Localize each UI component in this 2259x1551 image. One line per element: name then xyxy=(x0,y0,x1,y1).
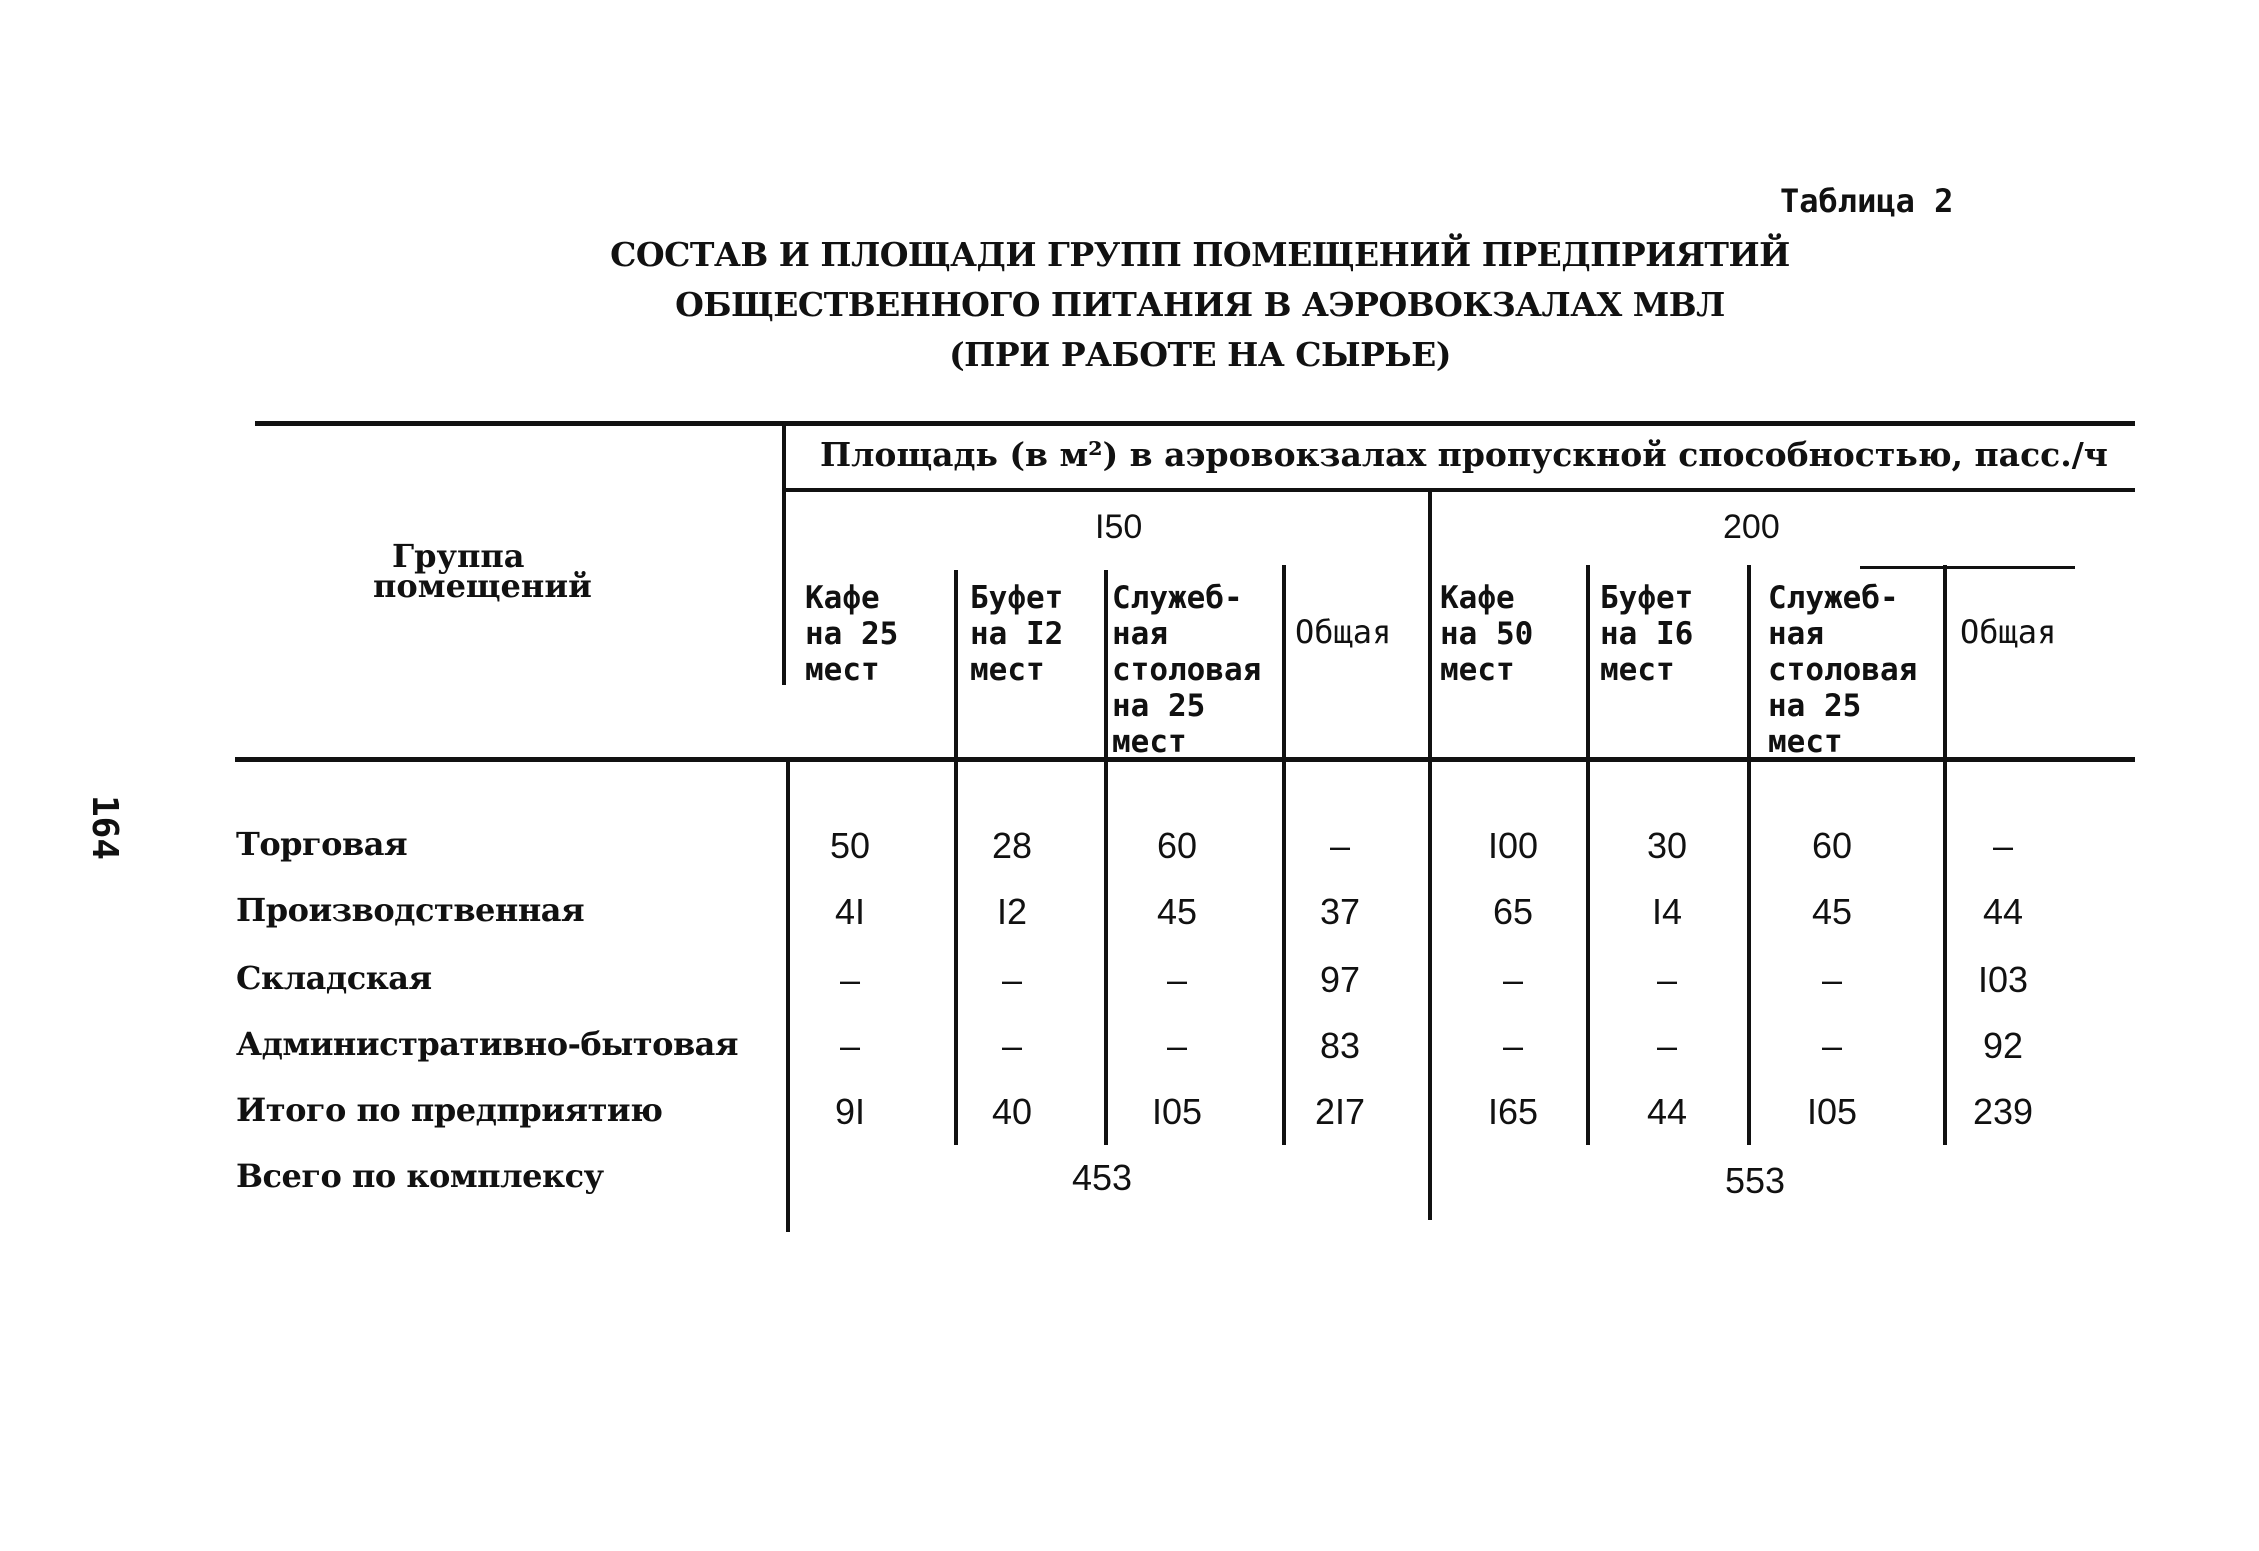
table-cell: 2I7 xyxy=(1314,1091,1366,1132)
table-cell: I03 xyxy=(1977,959,2029,1000)
col-header-cafe-50: Кафе на 50 мест xyxy=(1440,580,1534,688)
complex-total-150: 453 xyxy=(1072,1157,1133,1198)
title-line-3: (ПРИ РАБОТЕ НА СЫРЬЕ) xyxy=(949,335,1451,374)
table-cell: 60 xyxy=(1156,825,1198,866)
table-cell: 97 xyxy=(1319,959,1361,1000)
table-cell: 9I xyxy=(834,1091,866,1132)
table-title xyxy=(600,230,1800,380)
table-cell: – xyxy=(1821,959,1843,1000)
table-cell: I00 xyxy=(1487,825,1539,866)
capacity-200-subrule xyxy=(1860,566,2075,569)
table-cell: – xyxy=(1001,959,1023,1000)
table-cell: 60 xyxy=(1811,825,1853,866)
table-cell: – xyxy=(1502,1025,1524,1066)
table-cell: 30 xyxy=(1646,825,1688,866)
table-cell: I05 xyxy=(1151,1091,1203,1132)
complex-total-200: 553 xyxy=(1725,1160,1786,1201)
col-divider-2 xyxy=(1104,570,1108,1145)
col-divider-5 xyxy=(1586,565,1590,1145)
row-label: Складская xyxy=(236,959,432,997)
row-label: Итого по предприятию xyxy=(236,1091,663,1129)
table-top-rule xyxy=(255,421,2135,426)
col-header-staff-canteen-25-a: Служеб- ная столовая на 25 мест xyxy=(1112,580,1262,760)
table-cell: 44 xyxy=(1982,891,2024,932)
capacity-divider xyxy=(1428,490,1432,1220)
table-cell: – xyxy=(1001,1025,1023,1066)
complex-total-label: Всего по комплексу xyxy=(236,1157,604,1195)
table-cell: – xyxy=(1329,825,1351,866)
table-cell: 45 xyxy=(1156,891,1198,932)
table-cell: – xyxy=(1992,825,2014,866)
col-header-total-200: Общая xyxy=(1960,613,2057,651)
table-cell: I05 xyxy=(1806,1091,1858,1132)
col-header-cafe-25: Кафе на 25 мест xyxy=(805,580,899,688)
caption-rule xyxy=(785,488,2135,492)
table-cell: 83 xyxy=(1319,1025,1361,1066)
table-cell: – xyxy=(839,1025,861,1066)
table-cell: 44 xyxy=(1646,1091,1688,1132)
table-label: Таблица 2 xyxy=(1780,182,1954,220)
table-cell: – xyxy=(1166,1025,1188,1066)
col-header-buffet-12: Буфет на I2 мест xyxy=(970,580,1064,688)
table-cell: – xyxy=(839,959,861,1000)
col-header-total-150: Общая xyxy=(1295,613,1392,651)
col-divider-6 xyxy=(1747,565,1751,1145)
table-cell: – xyxy=(1166,959,1188,1000)
table-cell: 92 xyxy=(1982,1025,2024,1066)
capacity-200-header: 200 xyxy=(1723,508,1780,546)
row-label: Административно-бытовая xyxy=(236,1025,739,1063)
table-cell: 28 xyxy=(991,825,1033,866)
table-cell: – xyxy=(1656,1025,1678,1066)
table-cell: 50 xyxy=(829,825,871,866)
left-frame-header xyxy=(782,425,786,685)
table-cell: – xyxy=(1821,1025,1843,1066)
capacity-150-header: I50 xyxy=(1095,508,1143,546)
table-cell: – xyxy=(1502,959,1524,1000)
table-cell: 37 xyxy=(1319,891,1361,932)
page-number: 164 xyxy=(84,795,125,861)
table-cell: 40 xyxy=(991,1091,1033,1132)
area-caption: Площадь (в м²) в аэровокзалах пропускной способностью, пасс./ч xyxy=(820,435,2108,474)
table-cell: – xyxy=(1656,959,1678,1000)
table-cell: 65 xyxy=(1492,891,1534,932)
table-cell: 239 xyxy=(1972,1091,2034,1132)
col-header-buffet-16: Буфет на I6 мест xyxy=(1600,580,1694,688)
table-cell: 4I xyxy=(834,891,866,932)
table-cell: I2 xyxy=(996,891,1028,932)
group-header-line-1: Группа xyxy=(392,537,525,575)
row-label: Производственная xyxy=(236,891,585,929)
table-cell: I4 xyxy=(1651,891,1683,932)
table-cell: I65 xyxy=(1487,1091,1539,1132)
title-line-2: ОБЩЕСТВЕННОГО ПИТАНИЯ В АЭРОВОКЗАЛАХ МВЛ xyxy=(675,285,1725,324)
row-label: Торговая xyxy=(236,825,408,863)
table-cell: 45 xyxy=(1811,891,1853,932)
group-header-line-2: помещений xyxy=(373,567,592,605)
col-header-staff-canteen-25-b: Служеб- ная столовая на 25 мест xyxy=(1768,580,1918,760)
title-line-1: СОСТАВ И ПЛОЩАДИ ГРУПП ПОМЕЩЕНИЙ ПРЕДПРИЯТИЙ xyxy=(610,235,1790,274)
